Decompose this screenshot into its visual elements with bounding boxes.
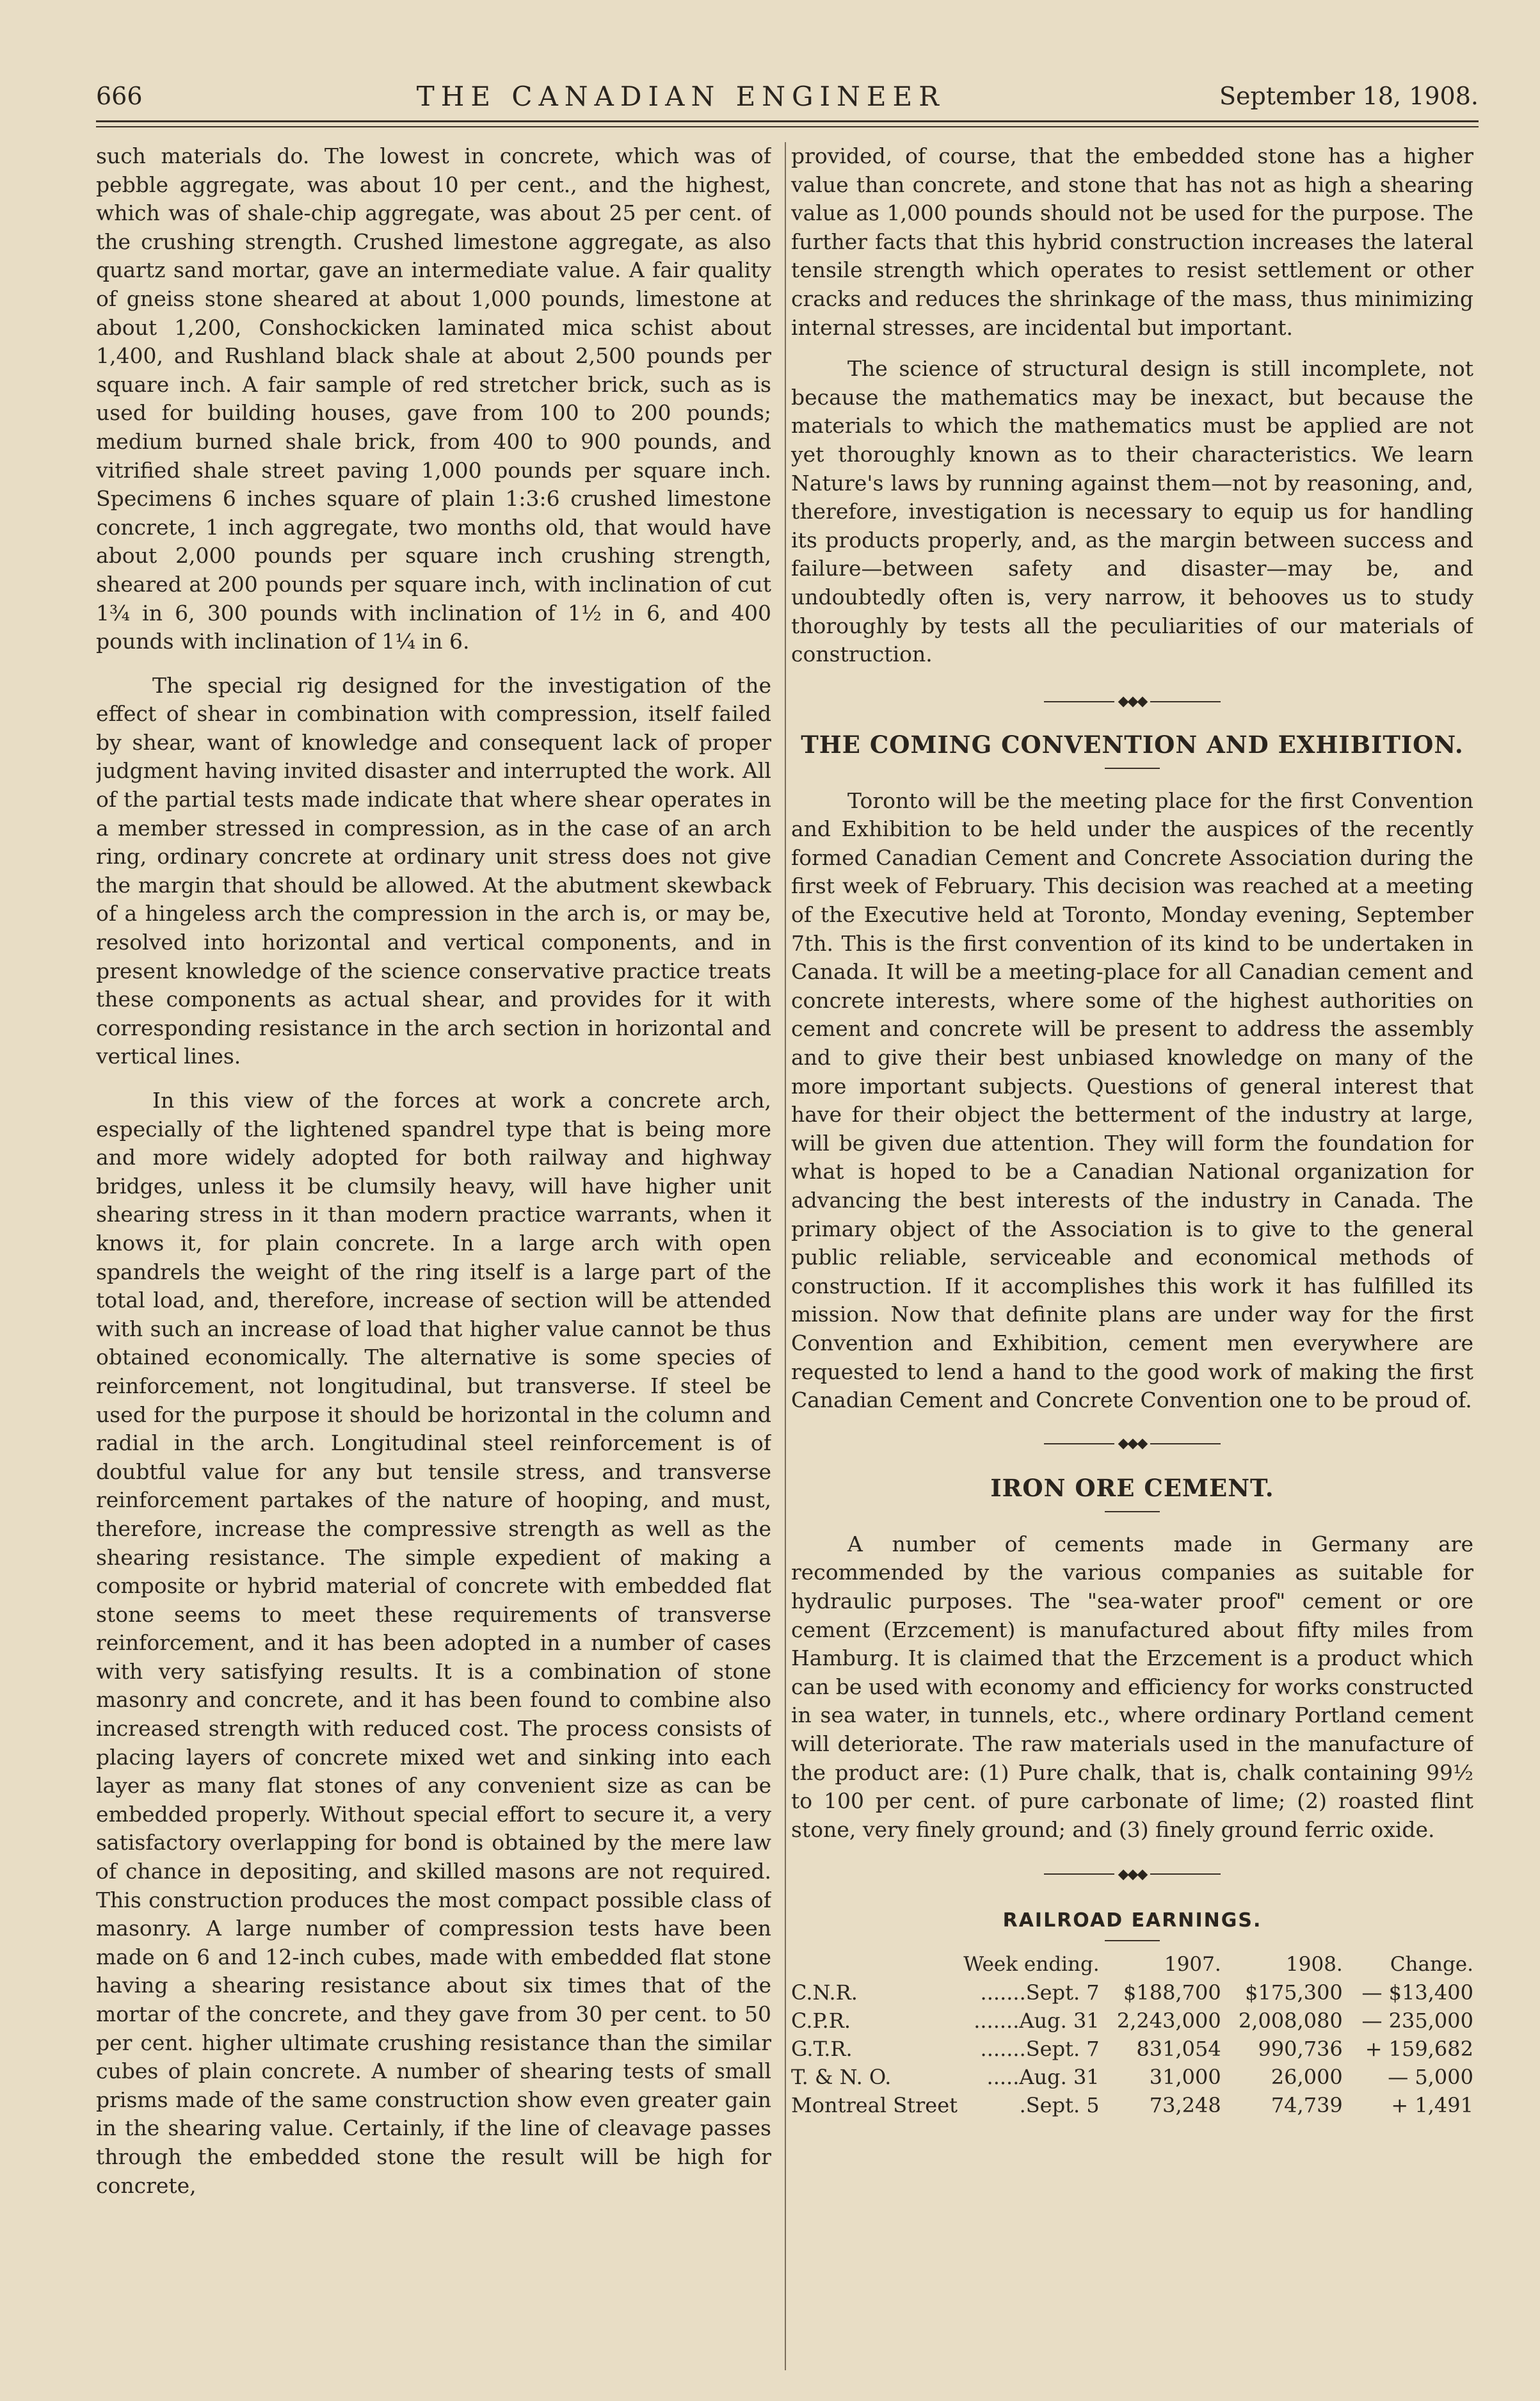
earnings-change: — 235,000 (1361, 2009, 1473, 2033)
journal-title: THE CANADIAN ENGINEER (416, 80, 945, 112)
railway-name: G.T.R. (791, 2037, 853, 2062)
earnings-1908: 2,008,080 (1238, 2009, 1343, 2033)
earnings-1908: 990,736 (1258, 2037, 1343, 2062)
ornament-icon: ◆◆◆ (1118, 1435, 1147, 1452)
section-title-earnings: RAILROAD EARNINGS. (1002, 1909, 1262, 1932)
section-ornament (791, 1423, 1473, 1465)
paragraph: Toronto will be the meeting place for the first Convention and Exhibition to be held under the auspices of the recently formed Canadian Cement and Concrete Association during the first week of February. This decision was reached at a meeting of the Executive held at Toronto, Monday evening, September 7th. This is the first convention of its kind to be undertaken in Canada. It will be a meeting-place for all Canadian cement and concrete interests, where some of the highest authorities on cement and concrete will be present to address the assembly and to give their best unbiased knowledge on many of the more important subjects. Questions of general interest that have for their object the betterment of the industry at large, will be given due attention. They will form the foundation for what is hoped to be a Canadian National organization for advancing the best interests of the industry in Canada. The primary object of the Association is to give to the general public reliable, serviceable and economical methods of construction. If it accomplishes this work it has fulfilled its mission. Now that definite plans are under way for the first Convention and Exhibition, cement men everywhere are requested to lend a hand to the good work of making the first Canadian Cement and Concrete Convention one to be proud of. (791, 788, 1473, 1413)
section-title-convention: THE COMING CONVENTION AND EXHIBITION. (801, 730, 1464, 759)
table-row (791, 2007, 1473, 2035)
right-column (791, 142, 1473, 2377)
week-ending: .......Sept. 7 (980, 1980, 1100, 2005)
paragraph: In this view of the forces at work a concrete arch, especially of the lightened spandrel type that is being more and more widely adopted for both railway and highway bridges, unless it be clumsily heavy, will have higher unit shearing stress in it than modern practice warrants, when it knows it, for plain concrete. In a large arch with open spandrels the weight of the ring itself is a large part of the total load, and, therefore, increase of section will be attended with such an increase of load that higher value cannot be thus obtained economically. The alternative is some species of reinforcement, not longitudinal, but transverse. If steel be used for the purpose it should be horizontal in the column and radial in the arch. Longitudinal steel reinforcement is of doubtful value for any but tensile stress, and transverse reinforcement partakes of the nature of hooping, and must, therefore, increase the compressive strength as well as the shearing resistance. The simple expedient of making a composite or hybrid material of concrete with embedded flat stone seems to meet these requirements of transverse reinforcement, and it has been adopted in a number of cases with very satisfying results. It is a combination of stone masonry and concrete, and it has been found to combine also increased strength with reduced cost. The process consists of placing layers of concrete mixed wet and sinking into each layer as many flat stones of any convenient size as can be embedded properly. Without special effort to secure it, a very satisfactory overlapping for bond is obtained by the mere law of chance in depositing, and skilled masons are not required. This construction produces the most compact possible class of masonry. A large number of compression tests have been made on 6 and 12-inch cubes, made with embedded flat stone having a shearing resistance about six times that of the mortar of the concrete, and they gave from 30 per cent. to 50 per cent. higher ultimate crushing resistance than the similar cubes of plain concrete. A number of shearing tests of small prisms made of the same construction show even greater gain in the shearing value. Certainly, if the line of cleavage passes through the embedded stone the result will be high for concrete, (96, 1088, 771, 2198)
table-row (791, 1978, 1473, 2007)
railway-name: Montreal Street (791, 2093, 958, 2118)
earnings-1907: 831,054 (1136, 2037, 1221, 2062)
earnings-1907: 2,243,000 (1116, 2009, 1221, 2033)
section-ornament (791, 1853, 1473, 1895)
column-header: Change. (1390, 1953, 1473, 1977)
earnings-change: + 159,682 (1365, 2037, 1473, 2062)
left-column (96, 142, 771, 2377)
ornament-icon: ◆◆◆ (1118, 1866, 1147, 1882)
column-header: 1907. (1164, 1953, 1221, 1977)
earnings-1907: 31,000 (1149, 2065, 1221, 2090)
table-row (791, 2035, 1473, 2063)
railway-name: T. & N. O. (791, 2065, 892, 2090)
table-row (791, 2091, 1473, 2119)
title-rule (1105, 768, 1160, 769)
railway-name: C.N.R. (791, 1980, 858, 2005)
ornament-icon: ◆◆◆ (1118, 693, 1147, 710)
earnings-1908: $175,300 (1245, 1980, 1343, 2005)
week-ending: .....Aug. 31 (986, 2065, 1100, 2090)
earnings-1907: 73,248 (1149, 2093, 1221, 2118)
header-rule-inner (96, 126, 1479, 127)
paragraph: such materials do. The lowest in concrete, which was of pebble aggregate, was about 10 per cent., and the highest, which was of shale-chip aggregate, was about 25 per cent. of the crushing strength. Crushed limestone aggregate, as also quartz sand mortar, gave an intermediate value. A fair quality of gneiss stone sheared at about 1,000 pounds, limestone at about 1,200, Conshockicken laminated mica schist about 1,400, and Rushland black shale at about 2,500 pounds per square inch. A fair sample of red stretcher brick, such as is used for building houses, gave from 100 to 200 pounds; medium burned shale brick, from 400 to 900 pounds, and vitrified shale street paving 1,000 pounds per square inch. Specimens 6 inches square of plain 1:3:6 crushed limestone concrete, 1 inch aggregate, two months old, that would have about 2,000 pounds per square inch crushing strength, sheared at 200 pounds per square inch, with inclination of cut 1¾ in 6, 300 pounds with inclination of 1½ in 6, and 400 pounds with inclination of 1¼ in 6. (96, 143, 771, 654)
column-divider (785, 142, 786, 2370)
column-header: 1908. (1286, 1953, 1343, 1977)
paragraph: A number of cements made in Germany are recommended by the various companies as suitable for hydraulic purposes. The "sea-water proof" cement or ore cement (Erzcement) is manufactured about fifty miles from Hamburg. It is claimed that the Erzcement is a product which can be used with economy and efficiency for works constructed in sea water, in tunnels, etc., where ordinary Portland cement will deteriorate. The raw materials used in the manufacture of the product are: (1) Pure chalk, that is, chalk containing 99½ to 100 per cent. of pure carbonate of lime; (2) roasted flint stone, very finely ground; and (3) finely ground ferric oxide. (791, 1531, 1473, 1842)
earnings-table (791, 1950, 1473, 2119)
section-title-iron-ore: IRON ORE CEMENT. (990, 1473, 1274, 1502)
week-ending: .......Sept. 7 (980, 2037, 1100, 2062)
earnings-change: + 1,491 (1391, 2093, 1473, 2118)
column-header (791, 1950, 958, 1978)
issue-date: September 18, 1908. (1219, 82, 1479, 110)
title-rule (1105, 1940, 1160, 1941)
title-rule (1105, 1511, 1160, 1512)
column-header: Week ending. (963, 1953, 1100, 1977)
table-header-row (791, 1950, 1473, 1978)
table-row (791, 2063, 1473, 2091)
paragraph: The science of structural design is still incomplete, not because the mathematics may be inexact, but because the materials to which the mathematics must be applied are not yet thoroughly known as to their characteristics. We learn Nature's laws by running against them—not by reasoning, and, therefore, investigation is necessary to equip us for handling its products properly, and, as the margin between success and failure—between safety and disaster—may be, and undoubtedly often is, very narrow, it behooves us to study thoroughly by tests all the peculiarities of our materials of construction. (791, 356, 1473, 667)
page-header (96, 77, 1479, 115)
paragraph: provided, of course, that the embedded stone has a higher value than concrete, and stone that has not as high a shearing value as 1,000 pounds should not be used for the purpose. The further facts that this hybrid construction increases the lateral tensile strength which operates to resist settlement or other cracks and reduces the shrinkage of the mass, thus minimizing internal stresses, are incidental but important. (791, 143, 1473, 340)
page-number: 666 (96, 82, 143, 110)
header-rule (96, 120, 1479, 122)
earnings-1907: $188,700 (1123, 1980, 1221, 2005)
earnings-1908: 26,000 (1271, 2065, 1343, 2090)
week-ending: .......Aug. 31 (974, 2009, 1100, 2033)
railway-name: C.P.R. (791, 2009, 851, 2033)
section-ornament (791, 681, 1473, 723)
paragraph: The special rig designed for the investigation of the effect of shear in combination with compression, itself failed by shear, want of knowledge and consequent lack of proper judgment having invited disaster and interrupted the work. All of the partial tests made indicate that where shear operates in a member stressed in compression, as in the case of an arch ring, ordinary concrete at ordinary unit stress does not give the margin that should be allowed. At the abutment skewback of a hingeless arch the compression in the arch is, or may be, resolved into horizontal and vertical components, and in present knowledge of the science conservative practice treats these components as actual shear, and provides for it with corresponding resistance in the arch section in horizontal and vertical lines. (96, 672, 771, 1069)
earnings-change: — $13,400 (1361, 1980, 1473, 2005)
earnings-1908: 74,739 (1271, 2093, 1343, 2118)
earnings-change: — 5,000 (1388, 2065, 1473, 2090)
week-ending: .Sept. 5 (1019, 2093, 1100, 2118)
